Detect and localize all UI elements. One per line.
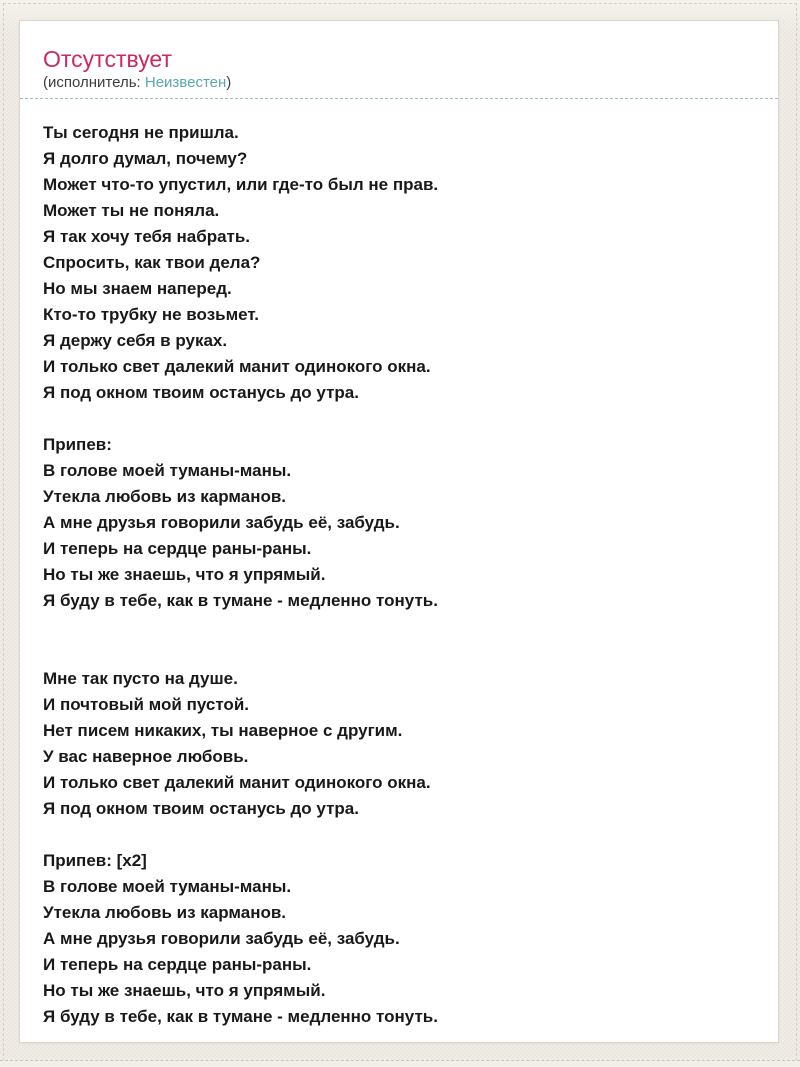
lyric-line: И теперь на сердце раны-раны. [43,539,312,558]
lyric-line: Припев: [43,435,112,454]
lyric-line: Я держу себя в руках. [43,331,228,350]
lyric-line: И только свет далекий манит одинокого окна. [43,773,431,792]
lyric-line: Мне так пусто на душе. [43,669,238,688]
lyric-line: У вас наверное любовь. [43,747,249,766]
lyric-line: В голове моей туманы-маны. [43,461,292,480]
lyric-line: В голове моей туманы-маны. [43,877,292,896]
lyric-line: Я под окном твоим останусь до утра. [43,383,359,402]
artist-label-suffix: ) [226,74,232,91]
lyrics-card [19,20,779,1043]
lyric-line: Припев: [x2] [43,851,147,870]
lyric-line: Я так хочу тебя набрать. [43,227,251,246]
song-title: Отсутствует [43,46,172,72]
lyric-line: Спросить, как твои дела? [43,253,261,272]
artist-label-prefix: (исполнитель: [43,74,145,91]
lyric-line: И теперь на сердце раны-раны. [43,955,312,974]
lyric-line: Я буду в тебе, как в тумане - медленно тонуть. [43,1007,438,1026]
lyrics-text [20,99,778,1030]
lyric-line [43,614,755,640]
lyric-line: Может что-то упустил, или где-то был не прав. [43,175,439,194]
lyric-line: Но ты же знаешь, что я упрямый. [43,565,326,584]
lyric-line: А мне друзья говорили забудь её, забудь. [43,513,400,532]
song-header [20,21,778,99]
lyric-line [43,640,755,666]
lyric-line: Кто-то трубку не возьмет. [43,305,259,324]
lyric-line: Я долго думал, почему? [43,149,248,168]
lyric-line: Утекла любовь из карманов. [43,487,287,506]
lyric-line: Но ты же знаешь, что я упрямый. [43,981,326,1000]
lyric-line: Я под окном твоим останусь до утра. [43,799,359,818]
lyric-line [43,406,755,432]
artist-link[interactable]: Неизвестен [144,74,227,91]
lyric-line: Я буду в тебе, как в тумане - медленно тонуть. [43,591,438,610]
lyric-line: Утекла любовь из карманов. [43,903,287,922]
lyric-line: Но мы знаем наперед. [43,279,232,298]
lyric-line: Ты сегодня не пришла. [43,123,239,142]
lyric-line: Нет писем никаких, ты наверное с другим. [43,721,403,740]
lyric-line [43,822,755,848]
lyric-line: Может ты не поняла. [43,201,220,220]
lyric-line: И почтовый мой пустой. [43,695,249,714]
lyric-line: А мне друзья говорили забудь её, забудь. [43,929,400,948]
artist-row [43,74,778,91]
lyric-line: И только свет далекий манит одинокого окна. [43,357,431,376]
